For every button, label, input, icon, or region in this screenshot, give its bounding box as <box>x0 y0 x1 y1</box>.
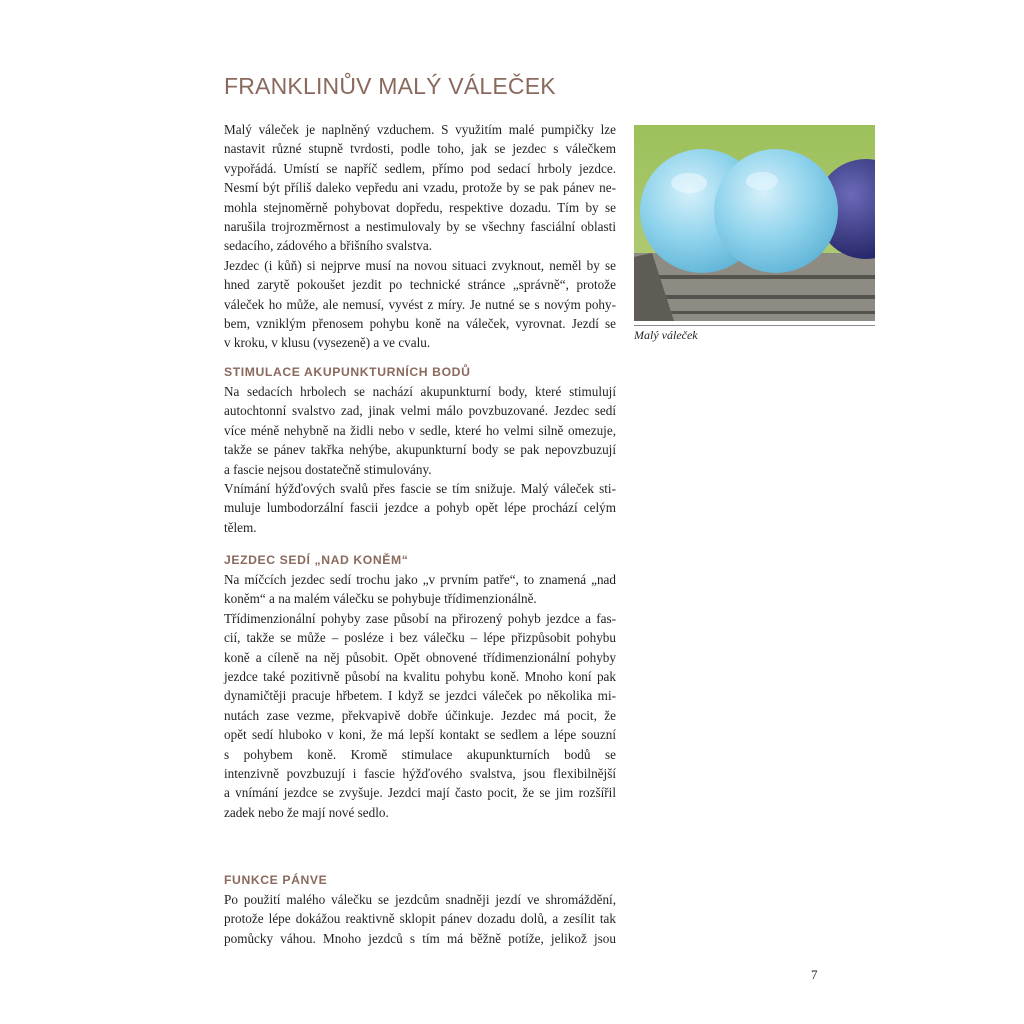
text-line: sedacího, zádového a břišního svalstva. <box>224 238 433 254</box>
section-heading: STIMULACE AKUPUNKTURNÍCH BODŮ <box>224 365 471 379</box>
text-line: pomůcky váhou. Mnoho jezdců s tím má běžně potíže, jelikož jsou <box>224 930 616 946</box>
text-line: a fascie nejsou dostatečně stimulovány. <box>224 461 432 477</box>
text-line: autochtonní svalstvo zad, jinak velmi málo povzbuzované. Jezdec sedí <box>224 403 616 419</box>
text-line: Na sedacích hrbolech se nachází akupunkturní body, které stimulují <box>224 384 616 399</box>
text-line: cií, takže se může – posléze i bez válečku – lépe přizpůsobit pohybu <box>224 630 616 646</box>
text-line: zadek nebo že mají nové sedlo. <box>224 804 389 820</box>
caption-divider <box>634 325 875 326</box>
page-number: 7 <box>811 967 818 982</box>
text-line: jezdce také pozitivně působí na kvalitu pohybu koně. Mnoho koní pak <box>224 669 616 685</box>
text-line: více méně nehybně na židli nebo v sedle, které ho velmi silně omezuje, <box>224 422 616 438</box>
text-line: s pohybem koně. Kromě stimulace akupunkturních bodů se <box>224 746 616 762</box>
text-line: Malý váleček je naplněný vzduchem. S využitím malé pumpičky lze <box>224 122 616 137</box>
section-acupuncture <box>224 363 616 537</box>
text-line: v kroku, v klusu (vysezeně) a ve cvalu. <box>224 335 431 351</box>
text-line: Třídimenzionální pohyby zase působí na přirozený pohyb jezdce a fas- <box>224 610 616 626</box>
text-line: Po použití malého válečku se jezdcům snadněji jezdí ve shromáždění, <box>224 892 616 907</box>
section-above-horse <box>224 551 616 822</box>
text-line: Vnímání hýžďových svalů přes fascie se tím snižuje. Malý váleček sti- <box>224 481 616 497</box>
text-line: bem, vzniklým přenosem pohybu koně na váleček, vyrovnat. Jezdí se <box>224 316 616 332</box>
text-line: takže se pánev takřka nehýbe, akupunkturní body se pak nepovzbuzují <box>224 442 616 458</box>
text-line: nastavit různé stupně tvrdosti, podle toho, jak se jezdec s válečkem <box>224 141 616 157</box>
text-line: Nesmí být příliš daleko vepředu ani vzadu, protože by se pak pánev ne- <box>224 180 616 196</box>
text-line: koně a cíleně na něj působit. Opět obnovené třídimenzionální pohyby <box>224 649 616 665</box>
text-line: dynamičtěji pracuje hřbetem. I když se jezdci váleček po několika mi- <box>224 688 616 704</box>
page-title: FRANKLINŮV MALÝ VÁLEČEK <box>224 73 556 99</box>
inflated-roller-illustration <box>634 125 875 321</box>
roller-photo <box>634 125 875 321</box>
text-line: koněm“ a na malém válečku se pohybuje třídimenzionálně. <box>224 591 537 607</box>
text-line: narušila trojrozměrnost a nestimulovaly by se všechny fasciální oblasti <box>224 219 616 235</box>
text-line: vypořádá. Umístí se napříč sedlem, přímo pod sedací hrboly jezdce. <box>224 160 616 176</box>
text-line: a vnímání jezdce se zvyšuje. Jezdci mají často pocit, že se jim rozšířil <box>224 785 616 801</box>
text-line: tělem. <box>224 519 257 535</box>
text-line: muluje lumbodorzální fascii jezdce a pohyb opět lépe prochází celým <box>224 500 616 516</box>
text-line: opět sedí hluboko v koni, že má lepší kontakt se sedlem a lépe souzní <box>224 727 616 743</box>
text-line: Jezdec (i kůň) si nejprve musí na novou situaci zvyknout, neměl by se <box>224 257 616 273</box>
text-line: váleček ho může, ale nemusí, vyvést z míry. Je nutné se s novým pohy- <box>224 296 616 312</box>
section-heading: JEZDEC SEDÍ „NAD KONĚM“ <box>224 553 409 567</box>
section-heading: FUNKCE PÁNVE <box>224 873 328 887</box>
text-line: protože lépe dokážou reaktivně sklopit pánev dozadu dolů, a zesílit tak <box>224 911 616 927</box>
text-line: nutách zase vezme, překvapivě dobře účinkuje. Jezdec má pocit, že <box>224 707 616 723</box>
text-line: Na míčcích jezdec sedí trochu jako „v prvním patře“, to znamená „nad <box>224 572 616 587</box>
text-line: hned zarytě pokoušet jezdit po technické stránce „správně“, protože <box>224 277 616 293</box>
section-pelvis-function <box>224 871 616 948</box>
intro-paragraph <box>224 120 616 353</box>
text-line: mohla stejnoměrně pohybovat dopředu, respektive dozadu. Tím by se <box>224 199 616 215</box>
text-line: intenzivně povzbuzují i fascie hýžďového svalstva, jsou flexibilnější <box>224 766 616 782</box>
figure-caption: Malý váleček <box>634 328 698 342</box>
